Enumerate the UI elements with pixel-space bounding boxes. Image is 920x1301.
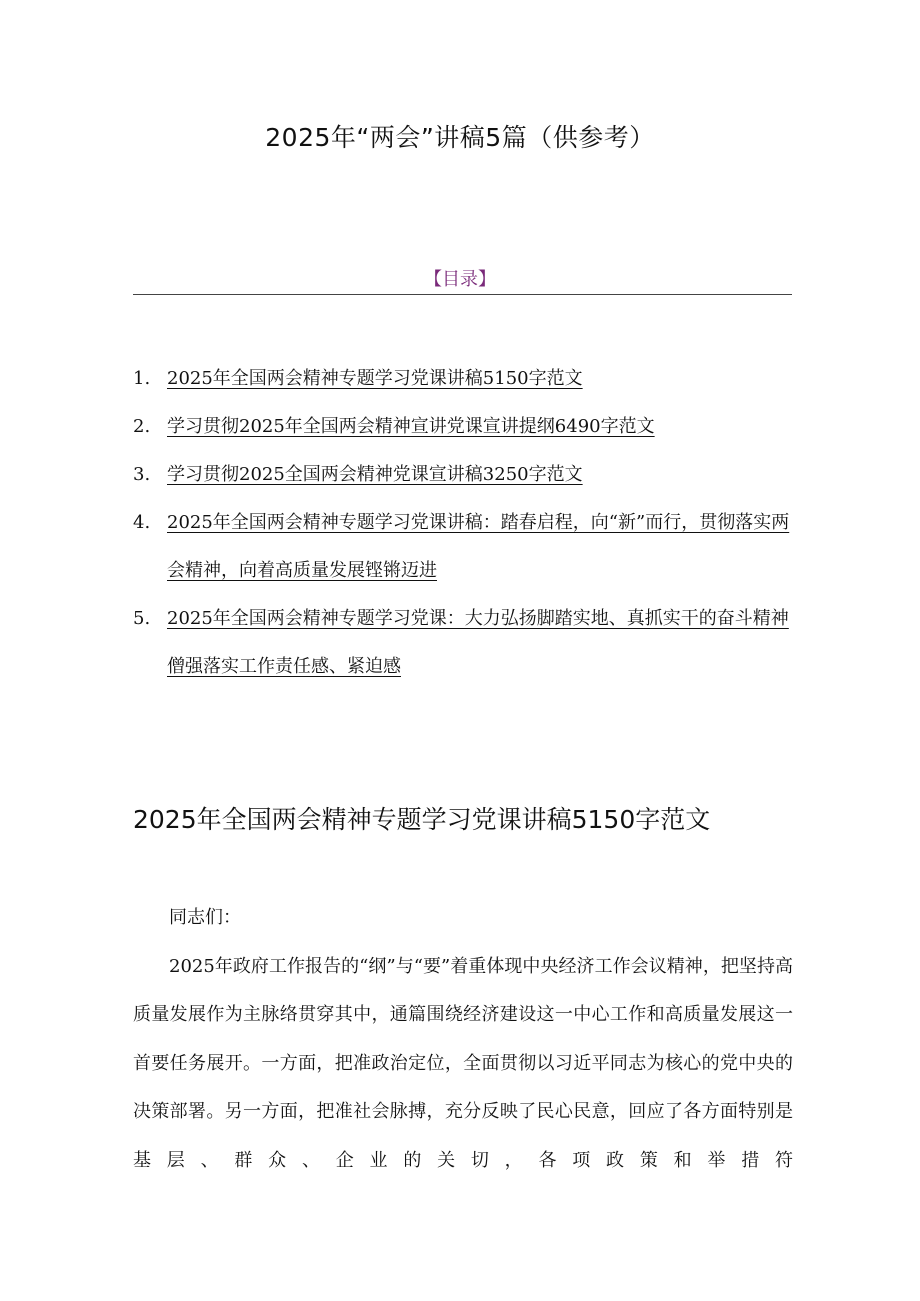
toc-item-number: 4. <box>133 512 151 533</box>
toc-item[interactable] <box>133 403 793 451</box>
toc-item-link[interactable]: 学习贯彻2025年全国两会精神宣讲党课宣讲提纲6490字范文 <box>167 416 655 437</box>
toc-item-number: 1. <box>133 368 151 389</box>
document-title: 2025年“两会”讲稿5篇（供参考） <box>265 123 655 152</box>
section-title: 2025年全国两会精神专题学习党课讲稿5150字范文 <box>133 805 711 834</box>
toc-item[interactable] <box>133 355 793 403</box>
toc-item-link[interactable]: 2025年全国两会精神专题学习党课讲稿5150字范文 <box>167 368 583 389</box>
toc-item-link[interactable]: 2025年全国两会精神专题学习党课讲稿：踏春启程，向“新”而行，贯彻落实两会精神，向着高质量发展铿锵迈进 <box>167 512 790 581</box>
body-paragraph: 2025年政府工作报告的“纲”与“要”着重体现中央经济工作会议精神，把坚持高质量发展作为主脉络贯穿其中，通篇围绕经济建设这一中心工作和高质量发展这一首要任务展开。一方面，把准政治定位，全面贯彻以习近平同志为核心的党中央的决策部署。另一方面，把准社会脉搏，充分反映了民心民意，回应了各方面特别是基层、群众、企业的关切，各项政策和举措符 <box>133 955 793 1171</box>
toc-item[interactable] <box>133 451 793 499</box>
body-text <box>133 894 793 1185</box>
toc-item[interactable] <box>133 595 793 691</box>
toc-item-number: 2. <box>133 416 151 437</box>
toc-heading: 【目录】 <box>424 269 496 290</box>
toc-item[interactable] <box>133 499 793 595</box>
toc-item-link[interactable]: 2025年全国两会精神专题学习党课：大力弘扬脚踏实地、真抓实干的奋斗精神僧强落实工作责任感、紧迫感 <box>167 608 789 677</box>
greeting: 同志们： <box>169 907 241 928</box>
table-of-contents <box>133 355 793 691</box>
toc-divider <box>133 294 792 295</box>
toc-item-number: 5. <box>133 608 151 629</box>
toc-item-number: 3. <box>133 464 151 485</box>
toc-item-link[interactable]: 学习贯彻2025全国两会精神党课宣讲稿3250字范文 <box>167 464 583 485</box>
